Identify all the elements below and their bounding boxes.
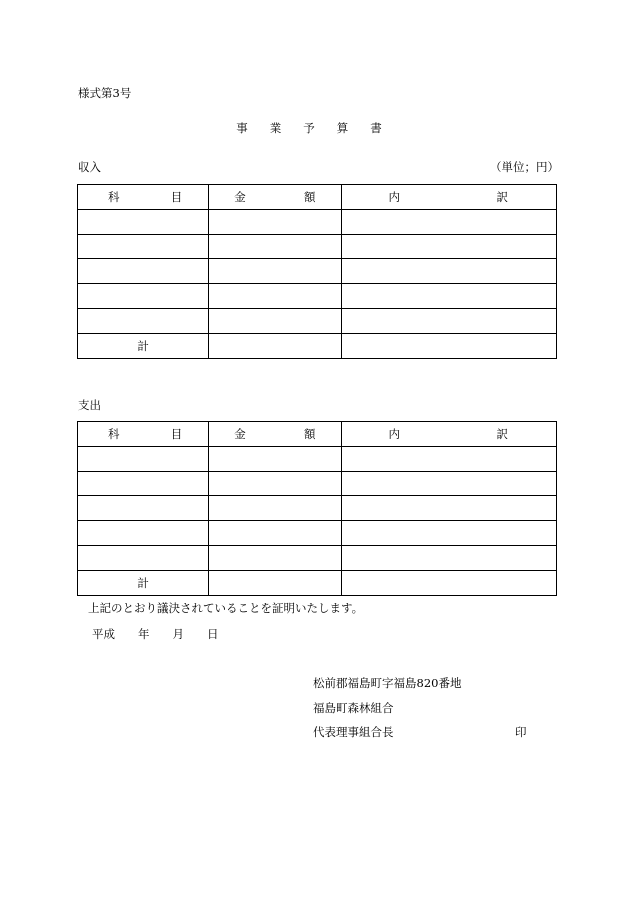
header-amount-char-1: 金	[234, 189, 246, 204]
signer-organization: 福島町森林組合	[313, 701, 394, 715]
amount-cell[interactable]	[209, 234, 341, 259]
subject-cell[interactable]	[78, 284, 209, 309]
certification-text: 上記のとおり議決されていることを証明いたします。	[88, 601, 364, 615]
header-detail-char-1: 内	[388, 426, 401, 441]
table-row	[78, 284, 557, 309]
detail-cell[interactable]	[341, 234, 556, 259]
amount-cell[interactable]	[209, 259, 341, 284]
header-subject-char-1: 科	[108, 189, 120, 204]
header-detail-char-2: 訳	[496, 189, 508, 204]
table-row	[78, 308, 557, 333]
subject-cell[interactable]	[78, 521, 209, 546]
date-line: 平成 年 月 日	[92, 627, 219, 641]
table-row	[78, 545, 557, 570]
table-row	[78, 234, 557, 259]
amount-cell[interactable]	[209, 308, 341, 333]
amount-cell[interactable]	[209, 545, 341, 570]
income-total-row	[78, 333, 557, 358]
header-detail	[341, 185, 556, 210]
signer-address: 松前郡福島町字福島820番地	[313, 676, 462, 690]
header-detail-char-1: 内	[388, 189, 401, 204]
subject-cell[interactable]	[78, 496, 209, 521]
detail-cell[interactable]	[341, 209, 556, 234]
income-total-detail[interactable]	[341, 333, 556, 358]
detail-cell[interactable]	[341, 545, 556, 570]
header-amount	[209, 185, 341, 210]
subject-cell[interactable]	[78, 446, 209, 471]
detail-cell[interactable]	[341, 259, 556, 284]
amount-cell[interactable]	[209, 521, 341, 546]
amount-cell[interactable]	[209, 209, 341, 234]
subject-cell[interactable]	[78, 545, 209, 570]
expense-total-detail[interactable]	[341, 570, 556, 595]
header-subject-char-2: 目	[170, 189, 183, 204]
subject-cell[interactable]	[78, 308, 209, 333]
table-row	[78, 446, 557, 471]
detail-cell[interactable]	[341, 284, 556, 309]
header-amount-char-2: 額	[304, 189, 316, 204]
table-row	[78, 496, 557, 521]
table-row	[78, 209, 557, 234]
expense-total-row	[78, 570, 557, 595]
header-amount-char-1: 金	[234, 426, 246, 441]
header-subject-char-1: 科	[108, 426, 120, 441]
income-total-label: 計	[78, 333, 209, 358]
amount-cell[interactable]	[209, 471, 341, 496]
amount-cell[interactable]	[209, 496, 341, 521]
header-subject-char-2: 目	[170, 426, 183, 441]
income-header-row	[78, 185, 557, 210]
income-total-amount[interactable]	[209, 333, 341, 358]
detail-cell[interactable]	[341, 521, 556, 546]
expense-table	[77, 421, 557, 596]
header-amount	[209, 422, 341, 447]
subject-cell[interactable]	[78, 471, 209, 496]
header-subject	[78, 185, 209, 210]
table-row	[78, 521, 557, 546]
income-section-label: 収入	[78, 160, 101, 174]
header-detail-char-2: 訳	[496, 426, 508, 441]
detail-cell[interactable]	[341, 471, 556, 496]
amount-cell[interactable]	[209, 284, 341, 309]
form-number: 様式第3号	[78, 86, 132, 100]
expense-header-row	[78, 422, 557, 447]
subject-cell[interactable]	[78, 209, 209, 234]
detail-cell[interactable]	[341, 446, 556, 471]
signer-title: 代表理事組合長	[313, 725, 394, 739]
table-row	[78, 471, 557, 496]
table-row	[78, 259, 557, 284]
header-amount-char-2: 額	[304, 426, 316, 441]
expense-total-amount[interactable]	[209, 570, 341, 595]
header-subject	[78, 422, 209, 447]
income-table	[77, 184, 557, 359]
expense-total-label: 計	[78, 570, 209, 595]
header-detail	[341, 422, 556, 447]
detail-cell[interactable]	[341, 496, 556, 521]
seal-mark: 印	[515, 725, 527, 739]
unit-label: （単位；円）	[490, 160, 559, 174]
amount-cell[interactable]	[209, 446, 341, 471]
expense-section-label: 支出	[78, 398, 101, 412]
subject-cell[interactable]	[78, 234, 209, 259]
document-title: 事業予算書	[236, 121, 404, 135]
detail-cell[interactable]	[341, 308, 556, 333]
subject-cell[interactable]	[78, 259, 209, 284]
